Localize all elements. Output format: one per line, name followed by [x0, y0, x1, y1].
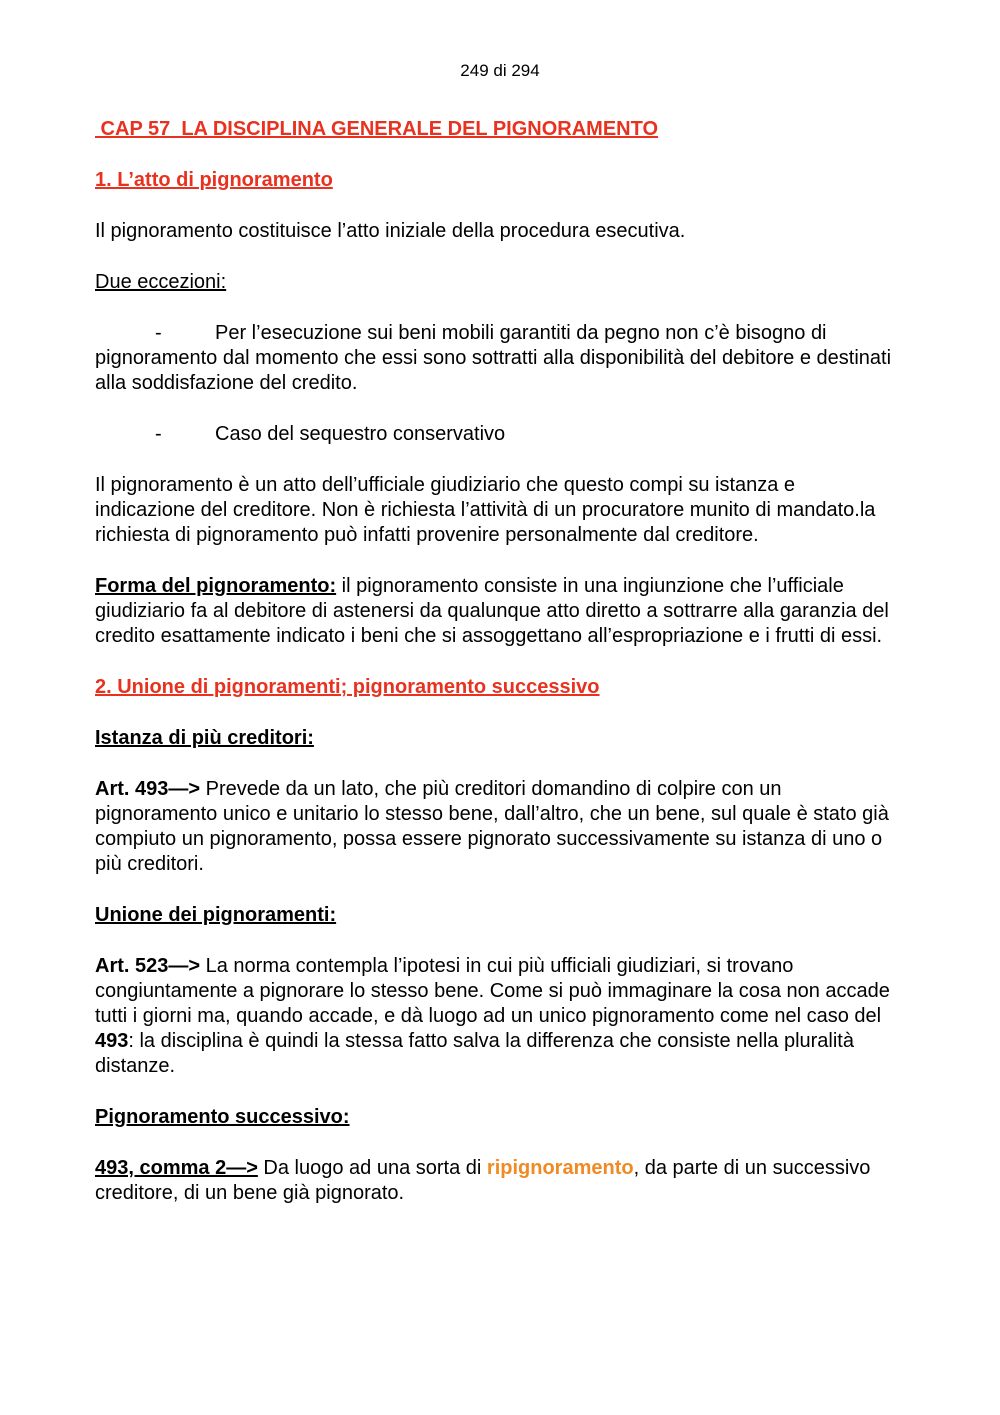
- art-523-ref: 493: [95, 1030, 129, 1052]
- forma-label: Forma del pignoramento:: [95, 575, 337, 597]
- exception-item-1-rest: pignoramento dal momento che essi sono sottratti alla disponibilità del debitore e destinati alla soddisfazione del credito.: [95, 347, 892, 394]
- exception-item-1: [95, 321, 900, 396]
- exceptions-label: Due eccezioni:: [95, 271, 227, 293]
- section-2-heading: 2. Unione di pignoramenti; pignoramento successivo: [95, 676, 600, 698]
- art-493-text: Prevede da un lato, che più creditori domandino di colpire con un pignoramento unico e unitario lo stesso bene, dall’altro, che un bene, sul quale è stato già compiuto un pignoramento, possa essere pignorato successivamente su istanza di uno o più creditori.: [95, 778, 889, 875]
- chapter-title: CAP 57 LA DISCIPLINA GENERALE DEL PIGNORAMENTO: [95, 118, 659, 140]
- art-523-text-a: La norma contempla l’ipotesi in cui più ufficiali giudiziari, si trovano congiuntamente a pignorare lo stesso bene. Come si può immaginare la cosa non accade tutti i giorni ma, quando accade, e dà luogo ad un unico pignoramento come nel caso del: [95, 955, 890, 1027]
- comma-text-b: , da parte di un successivo creditore, di un bene già pignorato.: [95, 1157, 871, 1204]
- art-523-paragraph: [95, 954, 900, 1079]
- forma-paragraph: [95, 574, 900, 649]
- comma-paragraph: [95, 1156, 900, 1206]
- page-number: 249 di 294: [460, 61, 540, 80]
- list-dash: -: [155, 322, 162, 344]
- successivo-label: Pignoramento successivo:: [95, 1106, 350, 1128]
- exception-item-2-text: Caso del sequestro conservativo: [215, 423, 506, 445]
- list-dash: -: [155, 423, 162, 445]
- istanza-label: Istanza di più creditori:: [95, 727, 314, 749]
- section-1-heading: 1. L’atto di pignoramento: [95, 169, 333, 191]
- ripignoramento-highlight: ripignoramento: [486, 1157, 634, 1179]
- exception-item-1-first-line: Per l’esecuzione sui beni mobili garantiti da pegno non c’è bisogno di: [215, 322, 827, 344]
- section-1-paragraph: Il pignoramento è un atto dell’ufficiale giudiziario che questo compi su istanza e indicazione del creditore. Non è richiesta l’attività di un procuratore munito di mandato.la richiesta di pignoramento può infatti provenire personalmente dal creditore.: [95, 474, 876, 546]
- art-493-label: Art. 493—>: [95, 778, 201, 800]
- document-body: [95, 117, 900, 1232]
- section-1-intro: Il pignoramento costituisce l’atto iniziale della procedura esecutiva.: [95, 220, 686, 242]
- comma-text-a: Da luogo ad una sorta di: [257, 1157, 487, 1179]
- art-523-label: Art. 523—>: [95, 955, 201, 977]
- comma-label: 493, comma 2—>: [95, 1157, 258, 1179]
- art-493-paragraph: [95, 777, 900, 877]
- unione-label: Unione dei pignoramenti:: [95, 904, 337, 926]
- exception-item-2: [95, 422, 900, 447]
- art-523-text-b: : la disciplina è quindi la stessa fatto salva la differenza che consiste nella pluralità distanze.: [95, 1030, 854, 1077]
- forma-text: il pignoramento consiste in una ingiunzione che l’ufficiale giudiziario fa al debitore di astenersi da qualunque atto diretto a sottrarre alla garanzia del credito esattamente indicato i beni che si assoggettano all’espropriazione e i frutti di essi.: [95, 575, 889, 647]
